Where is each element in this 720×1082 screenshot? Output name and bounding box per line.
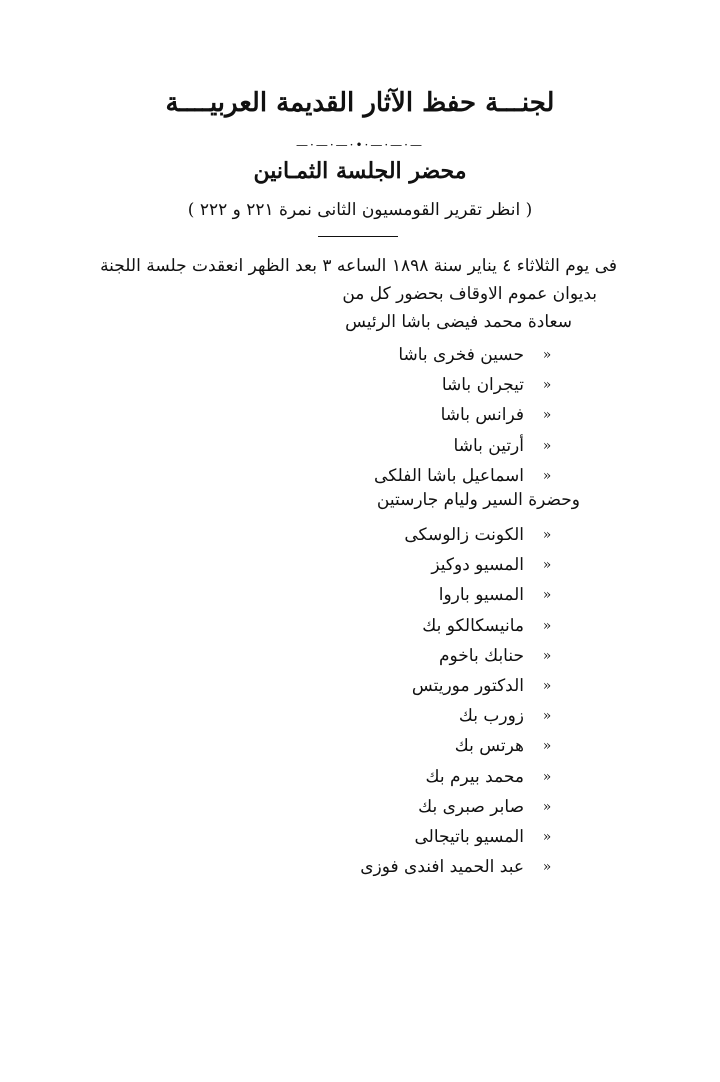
member-item — [258, 641, 558, 671]
member-item — [258, 852, 558, 882]
reference-note: ( انظر تقرير القومسيون الثانى نمرة ٢٢١ و ٢٢٢ ) — [187, 200, 533, 220]
member-name: الدكتور موريتس — [411, 676, 524, 697]
horizontal-rule — [318, 236, 398, 237]
member-name: عبد الحميد افندى فوزى — [360, 857, 524, 878]
ditto-mark: « — [542, 859, 552, 876]
ditto-mark: « — [542, 527, 552, 544]
ditto-mark: « — [542, 467, 552, 484]
member-item — [258, 400, 558, 430]
ornament-divider: —·—·—·•·—·—·— — [296, 138, 424, 152]
ditto-mark: « — [542, 347, 552, 364]
ditto-mark: « — [542, 647, 552, 664]
ditto-mark: « — [542, 738, 552, 755]
members-list-1 — [258, 340, 558, 491]
ditto-mark: « — [542, 617, 552, 634]
ditto-mark: « — [542, 768, 552, 785]
member-name: محمد بيرم بك — [425, 766, 524, 787]
ditto-mark: « — [542, 407, 552, 424]
member-name: تيجران باشا — [441, 375, 524, 396]
member-item — [258, 671, 558, 701]
member-item — [258, 340, 558, 370]
member-name: مانيسكالكو بك — [422, 615, 524, 636]
member-name: أرتين باشا — [453, 435, 524, 456]
ditto-mark: « — [542, 437, 552, 454]
ditto-mark: « — [542, 587, 552, 604]
member-name: المسيو باروا — [438, 585, 524, 606]
ditto-mark: « — [542, 377, 552, 394]
member-name: اسماعيل باشا الفلكى — [374, 465, 524, 486]
member-name: الكونت زالوسكى — [404, 525, 524, 546]
second-head-line: وحضرة السير وليام جارستين — [376, 490, 580, 510]
member-item — [258, 580, 558, 610]
member-item — [258, 701, 558, 731]
opening-line-1: فى يوم الثلاثاء ٤ يناير سنة ١٨٩٨ الساعه ٣ بعد الظهر انعقدت جلسة اللجنة — [100, 256, 617, 276]
ditto-mark: « — [542, 828, 552, 845]
member-item — [258, 461, 558, 491]
ditto-mark: « — [542, 798, 552, 815]
member-name: زورب بك — [458, 706, 524, 727]
member-name: هرتس بك — [454, 736, 524, 757]
member-name: المسيو دوكيز — [431, 555, 524, 576]
member-item — [258, 731, 558, 761]
committee-title: لجنـــة حفظ الآثار القديمة العربيــــة — [165, 88, 555, 118]
opening-line-2: بديوان عموم الاوقاف بحضور كل من — [342, 284, 597, 304]
member-item — [258, 792, 558, 822]
member-name: فرانس باشا — [440, 405, 524, 426]
member-item — [258, 520, 558, 550]
ditto-mark: « — [542, 708, 552, 725]
member-item — [258, 822, 558, 852]
ditto-mark: « — [542, 557, 552, 574]
session-subtitle: محضر الجلسة الثمـانين — [253, 158, 467, 184]
member-name: صابر صبرى بك — [418, 796, 524, 817]
president-line: سعادة محمد فيضى باشا الرئيس — [345, 312, 572, 332]
member-item — [258, 762, 558, 792]
member-name: حسين فخرى باشا — [398, 345, 524, 366]
members-list-2 — [258, 520, 558, 882]
member-name: المسيو باتيجالى — [414, 826, 524, 847]
member-item — [258, 550, 558, 580]
member-item — [258, 611, 558, 641]
member-item — [258, 431, 558, 461]
member-item — [258, 370, 558, 400]
member-name: حنابك باخوم — [438, 645, 524, 666]
ditto-mark: « — [542, 678, 552, 695]
